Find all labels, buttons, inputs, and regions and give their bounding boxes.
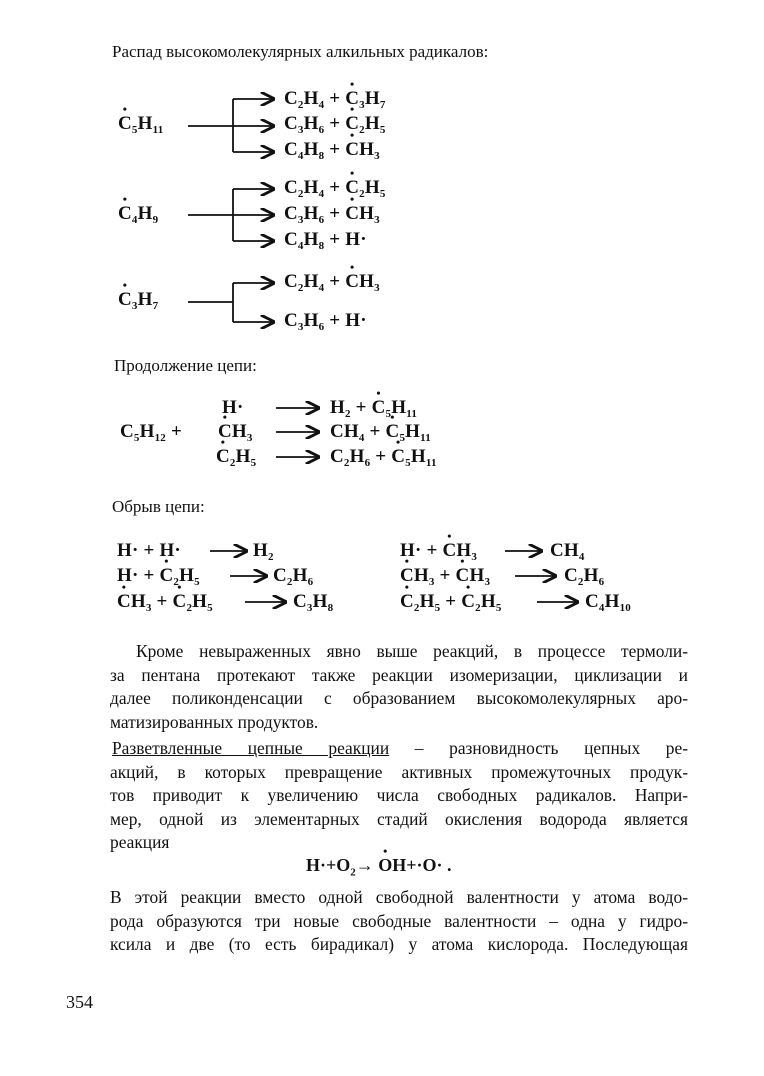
paragraph-1-line: матизированных продуктов. xyxy=(110,711,319,732)
termination-left-1-product: $H_2$ xyxy=(253,540,274,563)
termination-right-3-product: $C_4H_{10}$ xyxy=(585,591,632,614)
paragraph-3-line: рода образуются три новые свободные валентности – одна у гидро- xyxy=(110,910,688,931)
equation-oxidation: $H\cdot+O_2\to$ • OH+·O· . xyxy=(306,855,452,879)
termination-left-2: H· + • $C_2H_5$ xyxy=(117,565,200,587)
termination-right-2-product: $C_2H_6$ xyxy=(564,565,605,588)
paragraph-2-line: тов приводит к увеличению числа свободных радикалов. Напри- xyxy=(110,785,688,806)
heading-decay: Распад высокомолекулярных алкильных радикалов: xyxy=(112,42,489,61)
branch-arrow-c5h11 xyxy=(188,99,273,152)
decay-product: $C_2H_4$ + • $CH_3$ xyxy=(284,271,380,293)
paragraph-2 xyxy=(110,737,688,855)
branch-arrow-c4h9 xyxy=(188,189,273,241)
decay-product: $C_3H_6 + H\cdot$ xyxy=(284,310,367,333)
termination-left-2-product: $C_2H_6$ xyxy=(273,565,314,588)
heading-propagation: Продолжение цепи: xyxy=(114,356,257,375)
termination-right-1-product: $CH_4$ xyxy=(550,540,585,563)
paragraph-3-line: ксила и две (то есть бирадикал) у атома кислорода. Последующая xyxy=(110,934,688,955)
propagation-radical-ch3: • $CH_3$ xyxy=(218,421,253,443)
decay-product: $C_3H_6$ + • $CH_3$ xyxy=(284,203,380,225)
paragraph-2-first-line xyxy=(110,737,688,761)
decay-product: $C_4H_8$ + • $CH_3$ xyxy=(284,139,380,161)
paragraph-3-line: В этой реакции вместо одной свободной валентности у атома водо- xyxy=(110,887,688,907)
termination-right-3: • $C_2H_5$ + • $C_2H_5$ xyxy=(400,591,502,613)
propagation-product-1: $H_2$ + • $C_5H_{11}$ xyxy=(330,397,417,419)
paragraph-1-line: за пентана протекают также реакции изомеризации, циклизации и xyxy=(110,664,688,685)
propagation-radical-h: H· xyxy=(222,397,244,418)
heading-termination: Обрыв цепи: xyxy=(112,497,205,516)
propagation-radical-c2h5: • $C_2H_5$ xyxy=(216,446,256,468)
propagation-arrows xyxy=(276,408,318,457)
decay-product: $C_2H_4$ + • $C_2H_5$ xyxy=(284,177,386,199)
decay-product: $C_3H_6$ + • $C_2H_5$ xyxy=(284,113,386,135)
termination-left-3-product: $C_3H_8$ xyxy=(293,591,334,614)
propagation-reactant: $C_5H_{12}$ + xyxy=(120,421,182,444)
term-branched-chain-reactions: Разветвленные цепные реакции xyxy=(112,738,390,758)
termination-right-2: • $CH_3$ + • $CH_3$ xyxy=(400,565,490,587)
paragraph-2-line: реакция xyxy=(110,832,170,853)
paragraph-1-line: Кроме невыраженных явно выше реакций, в процессе термоли- xyxy=(136,641,688,661)
paragraph-3 xyxy=(110,886,688,957)
decay-reactant: • $C_3H_7$ xyxy=(118,289,158,311)
decay-product: $C_2H_4$ + • $C_3H_7$ xyxy=(284,88,386,110)
decay-product: $C_4H_8 + H\cdot$ xyxy=(284,229,367,252)
decay-reactant: • $C_5H_{11}$ xyxy=(118,113,163,135)
paragraph-2-line: мер, одной из элементарных стадий окисления водорода является xyxy=(110,808,688,829)
termination-left-1: H· + H· xyxy=(117,540,181,561)
page-number: 354 xyxy=(66,992,93,1012)
decay-reactant: • $C_4H_9$ xyxy=(118,203,158,225)
paragraph-2-first-rest: – разновидность цепных ре- xyxy=(389,738,688,758)
propagation-product-2: $CH_4$ + • $C_5H_{11}$ xyxy=(330,421,431,443)
termination-left-3: • $CH_3$ + • $C_2H_5$ xyxy=(117,591,213,613)
termination-right-1: H· + • $CH_3$ xyxy=(400,540,477,562)
paragraph-1 xyxy=(110,640,688,734)
branch-arrow-c3h7 xyxy=(188,283,273,322)
paragraph-2-line: акций, в которых превращение активных промежуточных продук- xyxy=(110,761,688,782)
paragraph-1-line: далее поликонденсации с образованием высокомолекулярных аро- xyxy=(110,688,688,709)
propagation-product-3: $C_2H_6$ + • $C_5H_{11}$ xyxy=(330,446,437,468)
